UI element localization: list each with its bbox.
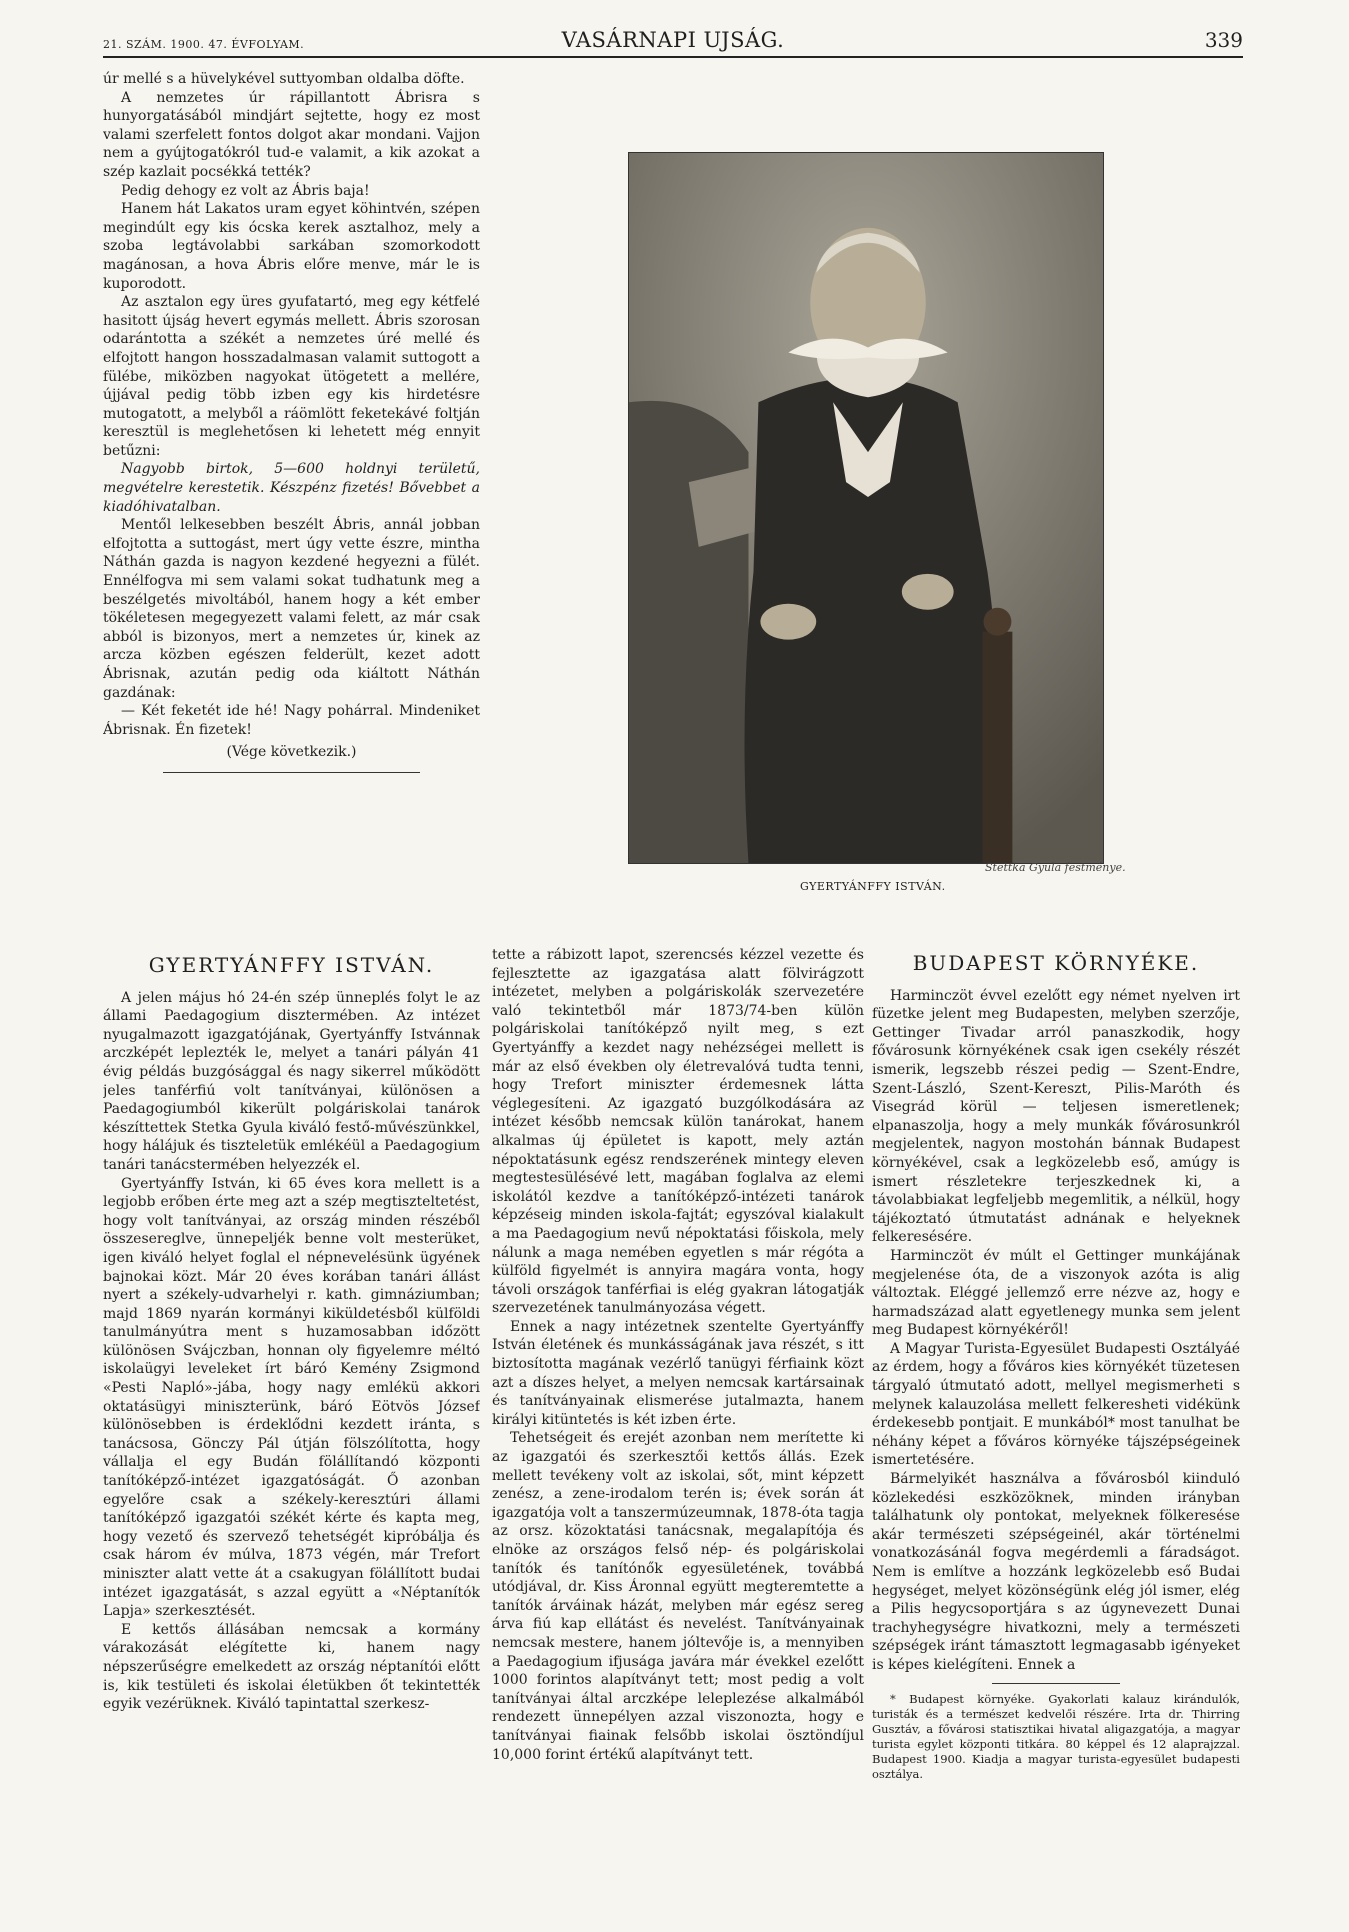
budapest-paragraph: Harminczöt évvel ezelőtt egy német nyelven irt füzetke jelent meg Budapesten, melyben szerzője, Gettinger Tivadar arról panaszkodik, hogy fővárosunk környékének csak igen csekély részét ismerik, legszebb részei pedig — Szent-Endre, Szent-László, Szent-Kereszt, Pilis-Maróth és Visegrád körül — teljesen ismeretlenek; elpanaszolja, hogy a mely munkák fővárosunkról megjelentek, nagyon mostohán bánnak Budapest környékével, csak a legközelebb eső, amúgy is ismert részletekre terjeszkednek ki, a távolabbiakat legfeljebb megemlitik, a nélkül, hogy tájékoztató útmutatást adnának e helyeknek felkeresésére.	[872, 987, 1240, 1246]
article-paragraph: Tehetségeit és erejét azonban nem merítette ki az igazgatói és szerkesztői kettős állás. Ezek mellett tevékeny volt az iskolai, sőt, mint képzett zenész, a zene-irodalom terén is; évek során át igazgatója volt a tanszermúzeumnak, 1878-óta tagja az orsz. közoktatási tanácsnak, megalapítója és elnöke az országos felső nép- és polgáriskolai tanítók és tanítónők egyesületének, továbbá utódjával, dr. Kiss Áronnal együtt megteremtette a tanítók árváinak házát, melyben már egész sereg árva fiú kap ellátást és nevelést. Tanítványainak nemcsak mestere, hanem jóltevője is, a mennyiben a Paedagogium ifjusága javára már évekkel ezelőtt 1000 forintos alapítványt tett; most pedig a volt tanítványai által arczképe leleplezése alkalmából rendezett ünnepélyen azzal viszonozta, hogy e tanítványai fiainak felsőbb iskolai ösztöndíjul 10,000 forint értékű alapítványt tett.	[492, 1430, 864, 1763]
photo-caption: GYERTYÁNFFY ISTVÁN.	[800, 880, 946, 893]
portrait-frame	[628, 152, 1104, 864]
photo-credit: Stettka Gyula festménye.	[985, 861, 1126, 874]
footnote-divider	[992, 1683, 1120, 1684]
footnote: * Budapest környéke. Gyakorlati kalauz kirándulók, turisták és a természet kedvelői részére. Irta dr. Thirring Gusztáv, a fővárosi statisztikai hivatal aligazgatója, a magyar turista egylet központi titkára. 80 képpel és 12 alaprajzzal. Budapest 1900. Kiadja a magyar turista-egyesület budapesti osztálya.	[872, 1691, 1240, 1781]
story-paragraph: úr mellé s a hüvelykével suttyomban oldalba döfte.	[103, 71, 465, 87]
story-continuation	[103, 70, 480, 940]
header-rule	[103, 56, 1243, 58]
portrait-illustration	[629, 153, 1103, 863]
newspaper-title: VASÁRNAPI UJSÁG.	[561, 28, 785, 52]
page-number: 339	[1204, 28, 1243, 52]
article-paragraph: E kettős állásában nemcsak a kormány várakozását elégítette ki, hanem nagy népszerűségre emelkedett az ország néptanítói előtt is, kik testületi és iskolai életükben őt tekintették egyik vezérüknek. Kiváló tapintattal szerkesz-	[103, 1621, 480, 1713]
article-paragraph: Ennek a nagy intézetnek szentelte Gyertyánffy István életének és munkásságának java részét, s itt biztosította magának vezérlő tanügyi férfiaink közt azt a díszes helyet, a melyen nemcsak kartársainak és tanítványainak elismerése jutalmazta, hanem királyi kitüntetés is két izben érte.	[492, 1318, 864, 1428]
budapest-paragraph: A Magyar Turista-Egyesület Budapesti Osztályáé az érdem, hogy a főváros kies környékét tüzetesen tárgyaló útmutató adott, mellyel megismerheti s melynek kalauzolása mellett felkeresheti vidékünk érdekesebb pontjait. E munkából* most tanulhat be néhány képet a főváros környéke tájszépségeinek ismertetésére.	[872, 1340, 1240, 1469]
article-title: GYERTYÁNFFY ISTVÁN.	[148, 953, 435, 977]
classified-ad-text: Nagyobb birtok, 5—600 holdnyi területű, megvételre kerestetik. Készpénz fizetés! Bővebbet a kiadóhivatalban.	[103, 461, 480, 515]
article-column-1	[103, 948, 480, 1918]
budapest-article-title: BUDAPEST KÖRNYÉKE.	[912, 951, 1200, 975]
story-paragraph: Mentől lelkesebben beszélt Ábris, annál jobban elfojtotta a suttogást, mert úgy vette észre, mintha Náthán gazda is nagyon kezdené hegyezni a fülét. Ennélfogva mi sem valami sokat tudhatunk meg a beszélgetés mivoltából, hanem hogy a két ember tökéletesen megegyezett valami felett, az már csak abból is bizonyos, mert a nemzetes úr, kinek az arcza közben egészen felderült, kezet adott Ábrisnak, azután pedig oda kiáltott Náthán gazdának:	[103, 517, 480, 701]
budapest-paragraph: Bármelyikét használva a fővárosból kiinduló közlekedési eszközöknek, minden irányban találhatunk oly pontokat, melyeknek fölkeresése akár természeti szépségeinél, akár történelmi vonatkozásánál fogva megérdemli a fáradságot. Nem is említve a hozzánk legközelebb eső Budai hegységet, melyet közönségünk elég jól ismer, elég a Pilis hegycsoportjára s az úgynevezett Dunai trachyhegységre hivatkozni, mely a természeti szépségek iránt támasztott legmagasabb igényeket is képes kielégíteni. Ennek a	[872, 1471, 1240, 1673]
story-paragraph: — Két feketét ide hé! Nagy pohárral. Mindeniket Ábrisnak. Én fizetek!	[103, 703, 480, 738]
story-paragraph: Az asztalon egy üres gyufatartó, meg egy kétfelé hasitott újság hevert egymás mellett. Ábris szorosan odarántotta a székét a nemzetes úré mellé és elfojtott hangon hosszadalmasan valamit suttogott a fülébe, miközben nagyokat ütögetett a mellére, újjával pedig több izben egy kis hirdetésre mutogatott, a melyből a ráömlött feketekávé foltján keresztül is meglehetősen ki lehetett még ennyit betűzni:	[103, 294, 480, 459]
story-paragraph: Pedig dehogy ez volt az Ábris baja!	[121, 182, 370, 199]
section-divider	[163, 772, 420, 773]
budapest-paragraph: Harminczöt év múlt el Gettinger munkájának megjelenése óta, de a viszonyok azóta is alig változtak. Eléggé jellemző erre nézve az, hogy e harmadszázad alatt egyetlenegy munka sem jelent meg Budapest környékéről!	[872, 1247, 1240, 1339]
issue-info: 21. SZÁM. 1900. 47. ÉVFOLYAM.	[103, 38, 305, 51]
to-be-continued-note: (Vége következik.)	[226, 744, 357, 761]
article-paragraph: A jelen május hó 24-én szép ünneplés folyt le az állami Paedagogium disztermében. Az intézet nyugalmazott igazgatójának, Gyertyánffy Istvánnak arczképét leplezték le, melyet a tanári pályán 41 évig példás buzgósággal és nagy sikerrel működött jeles tanférfiú volt tanítványai, különösen a Paedagogiumból kikerült polgáriskolai tanárok készíttettek Stetka Gyula kiváló festő-művészünkkel, hogy hálájuk és tiszteletük emlékéül a Paedagogium tanári tanácstermében helyezzék el.	[103, 989, 480, 1173]
budapest-article	[872, 946, 1240, 1926]
article-paragraph: tette a rábizott lapot, szerencsés kézzel vezette és fejlesztette az igazgatása alatt fölvirágzott intézetet, melyben a polgáriskolák szervezetére való tekintetből már 1873/74-ben külön polgáriskolai tanítóképző nyilt meg, s ezt Gyertyánffy a kezdet nagy nehézségei mellett is már az első években oly életrevalóvá tudta tenni, hogy Trefort miniszter érdemesnek látta véglegesíteni. Az igazgató buzgólkodására az intézet később nemcsak külön tanárokat, hanem alkalmas új épületet is kapott, mely aztán népoktatásunk egész rendszerének mintegy eleven megtestesülésévé lett, magában foglalva az elemi iskolától kezdve a tanítóképző-intézeti tanárok képzéseig minden iskola-fajtát; egyszóval kialakult a ma Paedagogium nevű népoktatási főiskola, mely nálunk a maga nemében egyetlen s már régóta a külföld figyelmét is annyira magára vonta, hogy távoli országok tanférfiai is elég gyakran látogatják szervezetének tanulmányozása végett.	[492, 947, 864, 1317]
article-column-2	[492, 946, 864, 1921]
page-header	[103, 26, 1243, 54]
story-paragraph: A nemzetes úr rápillantott Ábrisra s hunyorgatásából mindjárt sejtette, hogy ez most valami szerfelett fontos dolgot akar mondani. Vajjon nem a gyújtogatókról tud-e valamit, a kik azokat a szép kazlait pocsékká tették?	[103, 89, 480, 180]
article-paragraph: Gyertyánffy István, ki 65 éves kora mellett is a legjobb erőben érte meg azt a szép megtiszteltetést, hogy volt tanítványai, az ország minden részéből összesereglve, ünnepeljék benne volt mesterüket, igen kiváló helyet foglal el népnevelésünk ügyének bajnokai közt. Már 20 éves korában tanári állást nyert a székely-udvarhelyi r. kath. gimnáziumban; majd 1869 nyarán kormányi kiküldetésből külföldi tanulmányútra ment s huzamosabban időzött különösen Svájczban, honnan oly figyelemre méltó iskolaügyi leveleket írt báró Kemény Zsigmond «Pesti Napló»-jába, hogy nagy emlékü akkori oktatásügyi miniszterünk, báró Eötvös József különösebben is érdeklődni kezdett iránta, s tanácsosa, Gönczy Pál útján fölszólította, hogy vállalja el egy Budán fölállítandó központi tanítóképző-intézet igazgatóságát. Ő azonban egyelőre csak a székely-keresztúri állami tanítóképző igazgatói székét kérte és kapta meg, hogy vezető és szervező tehetségét kipróbálja és csak három év múlva, 1873 végén, már Trefort miniszter alatt vette át a csakugyan fölállított budai intézet igazgatását, s azzal együtt a «Néptanítók Lapja» szerkesztését.	[103, 1175, 480, 1620]
story-paragraph: Hanem hát Lakatos uram egyet köhintvén, szépen megindúlt egy kis ócska kerek asztalhoz, mely a szoba legtávolabbi sarkában szomorkodott magánosan, a hova Ábris előre menve, már le is kuporodott.	[103, 201, 480, 292]
portrait-photo	[628, 152, 1104, 864]
